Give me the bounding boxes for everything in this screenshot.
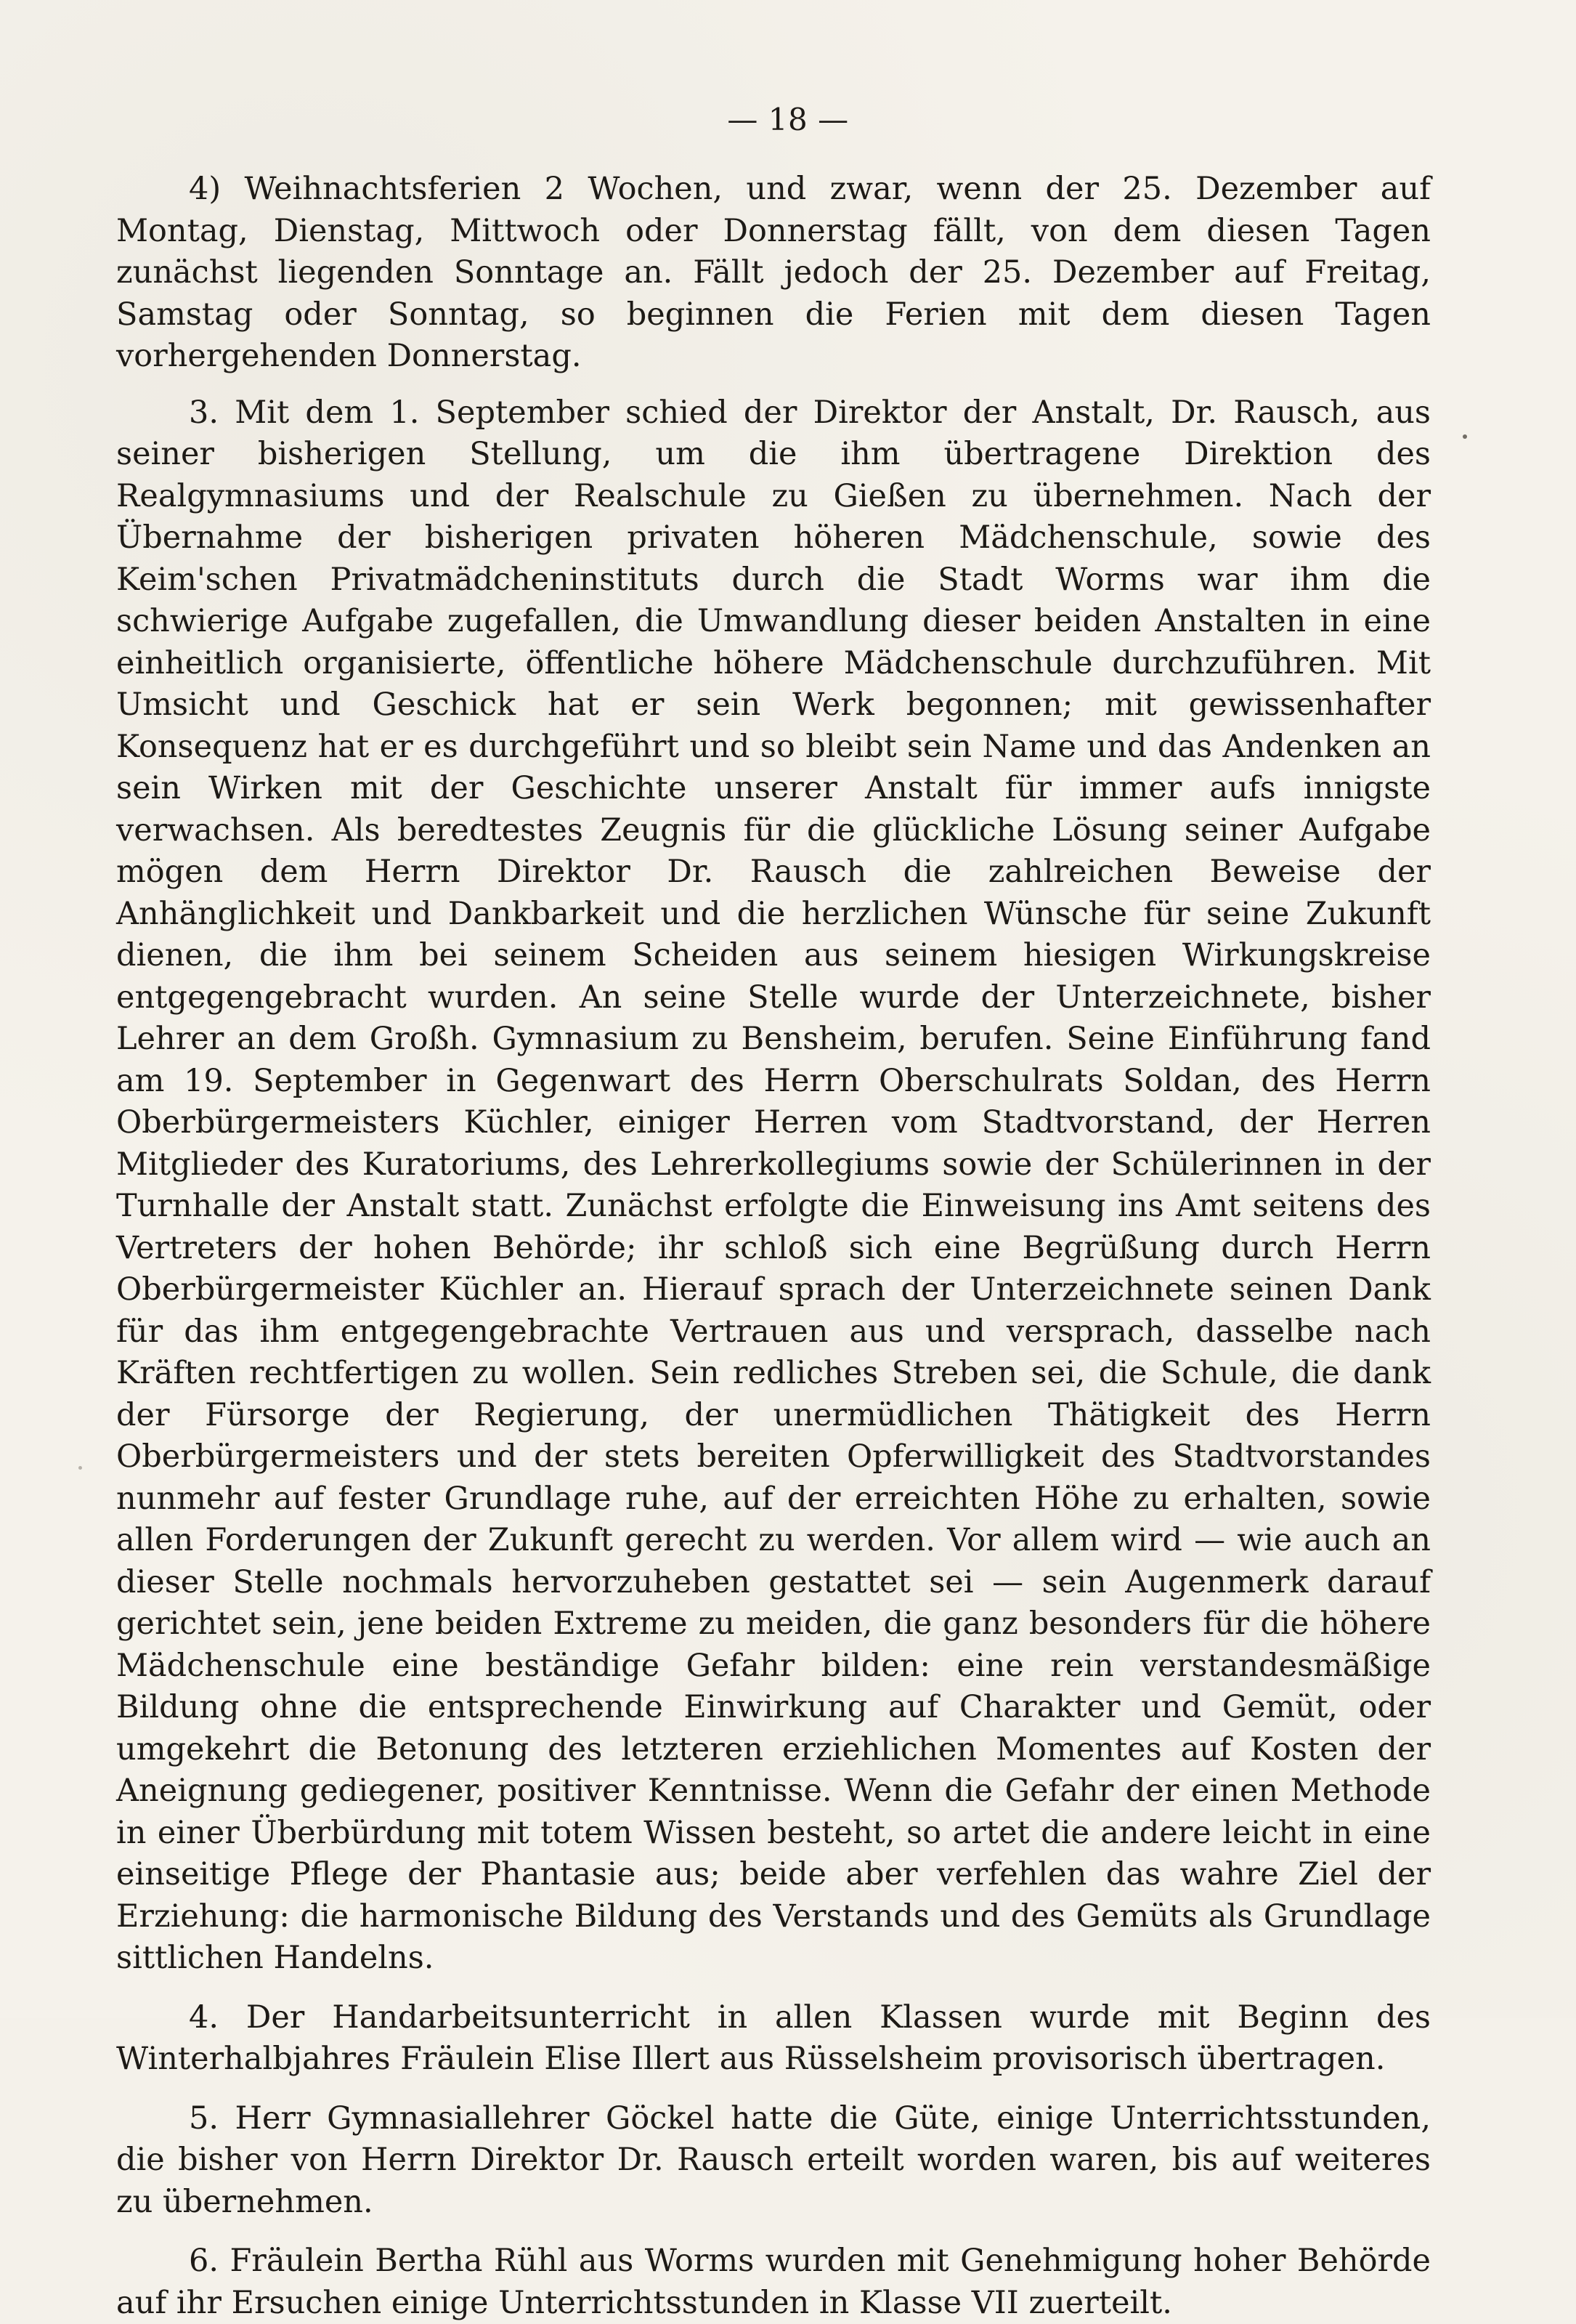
- paragraph-handwork-instruction: 4. Der Handarbeitsunterricht in allen Klassen wurde mit Beginn des Winterhalbjahres Fräulein Elise Illert aus Rüsselsheim provisorisch übertragen.: [116, 1999, 1431, 2077]
- margin-speck: [78, 1466, 82, 1470]
- paragraph-director-change: 3. Mit dem 1. September schied der Direktor der Anstalt, Dr. Rausch, aus seiner bisherigen Stellung, um die ihm übertragene Direktion des Realgymnasiums und der Realschule zu Gießen zu übernehmen. Nach der Übernahme der bisherigen privaten höheren Mädchenschule, sowie des Keim'schen Privatmädcheninstituts durch die Stadt Worms war ihm die schwierige Aufgabe zugefallen, die Umwandlung dieser beiden Anstalten in eine einheitlich organisierte, öffentliche höhere Mädchenschule durchzuführen. Mit Umsicht und Geschick hat er sein Werk begonnen; mit gewissenhafter Konsequenz hat er es durchgeführt und so bleibt sein Name und das Andenken an sein Wirken mit der Geschichte unserer Anstalt für immer aufs innigste verwachsen. Als beredtestes Zeugnis für die glückliche Lösung seiner Aufgabe mögen dem Herrn Direktor Dr. Rausch die zahlreichen Beweise der Anhänglichkeit und Dankbarkeit und die herzlichen Wünsche für seine Zukunft dienen, die ihm bei seinem Scheiden aus seinem hiesigen Wirkungskreise entgegengebracht wurden. An seine Stelle wurde der Unterzeichnete, bisher Lehrer an dem Großh. Gymnasium zu Bensheim, berufen. Seine Einführung fand am 19. September in Gegenwart des Herrn Oberschulrats Soldan, des Herrn Oberbürgermeisters Küchler, einiger Herren vom Stadtvorstand, der Herren Mitglieder des Kuratoriums, des Lehrerkollegiums sowie der Schülerinnen in der Turnhalle der Anstalt statt. Zunächst erfolgte die Einweisung ins Amt seitens des Vertreters der hohen Behörde; ihr schloß sich eine Begrüßung durch Herrn Oberbürgermeister Küchler an. Hierauf sprach der Unterzeichnete seinen Dank für das ihm entgegengebrachte Vertrauen aus und versprach, dasselbe nach Kräften rechtfertigen zu wollen. Sein redliches Streben sei, die Schule, die dank der Fürsorge der Regierung, der unermüdlichen Thätigkeit des Herrn Oberbürgermeisters und der stets bereiten Opferwilligkeit des Stadtvorstandes nunmehr auf fester Grundlage ruhe, auf der erreichten Höhe zu erhalten, sowie allen Forderungen der Zukunft gerecht zu werden. Vor allem wird — wie auch an dieser Stelle nochmals hervorzuheben gestattet sei — sein Augenmerk darauf gerichtet sein, jene beiden Extreme zu meiden, die ganz besonders für die höhere Mädchenschule eine beständige Gefahr bilden: eine rein verstandesmäßige Bildung ohne die entsprechende Einwirkung auf Charakter und Gemüt, oder umgekehrt die Betonung des letzteren erziehlichen Momentes auf Kosten der Aneignung gediegener, positiver Kenntnisse. Wenn die Gefahr der einen Methode in einer Überbürdung mit totem Wissen besteht, so artet die andere leicht in eine einseitige Pflege der Phantasie aus; beide aber verfehlen das wahre Ziel der Erziehung: die harmonische Bildung des Verstands und des Gemüts als Grundlage sittlichen Handelns.: [116, 394, 1431, 1976]
- paragraph-lesson-assignment: 6. Fräulein Bertha Rühl aus Worms wurden mit Genehmigung hoher Behörde auf ihr Ersuchen einige Unterrichtsstunden in Klasse VII zuerteilt.: [116, 2243, 1431, 2321]
- page-number: — 18 —: [727, 102, 849, 137]
- paragraph-teacher-substitution: 5. Herr Gymnasiallehrer Göckel hatte die Güte, einige Unterrichtsstunden, die bisher von Herrn Direktor Dr. Rausch erteilt worden waren, bis auf weiteres zu übernehmen.: [116, 2100, 1431, 2220]
- paragraph-christmas-holidays: 4) Weihnachtsferien 2 Wochen, und zwar, wenn der 25. Dezember auf Montag, Dienstag, Mittwoch oder Donnerstag fällt, von dem diesen Tagen zunächst liegenden Sonntage an. Fällt jedoch der 25. Dezember auf Freitag, Samstag oder Sonntag, so beginnen die Ferien mit dem diesen Tagen vorhergehenden Donnerstag.: [116, 171, 1431, 374]
- margin-speck: [1463, 434, 1467, 439]
- document-body: [116, 169, 1431, 2324]
